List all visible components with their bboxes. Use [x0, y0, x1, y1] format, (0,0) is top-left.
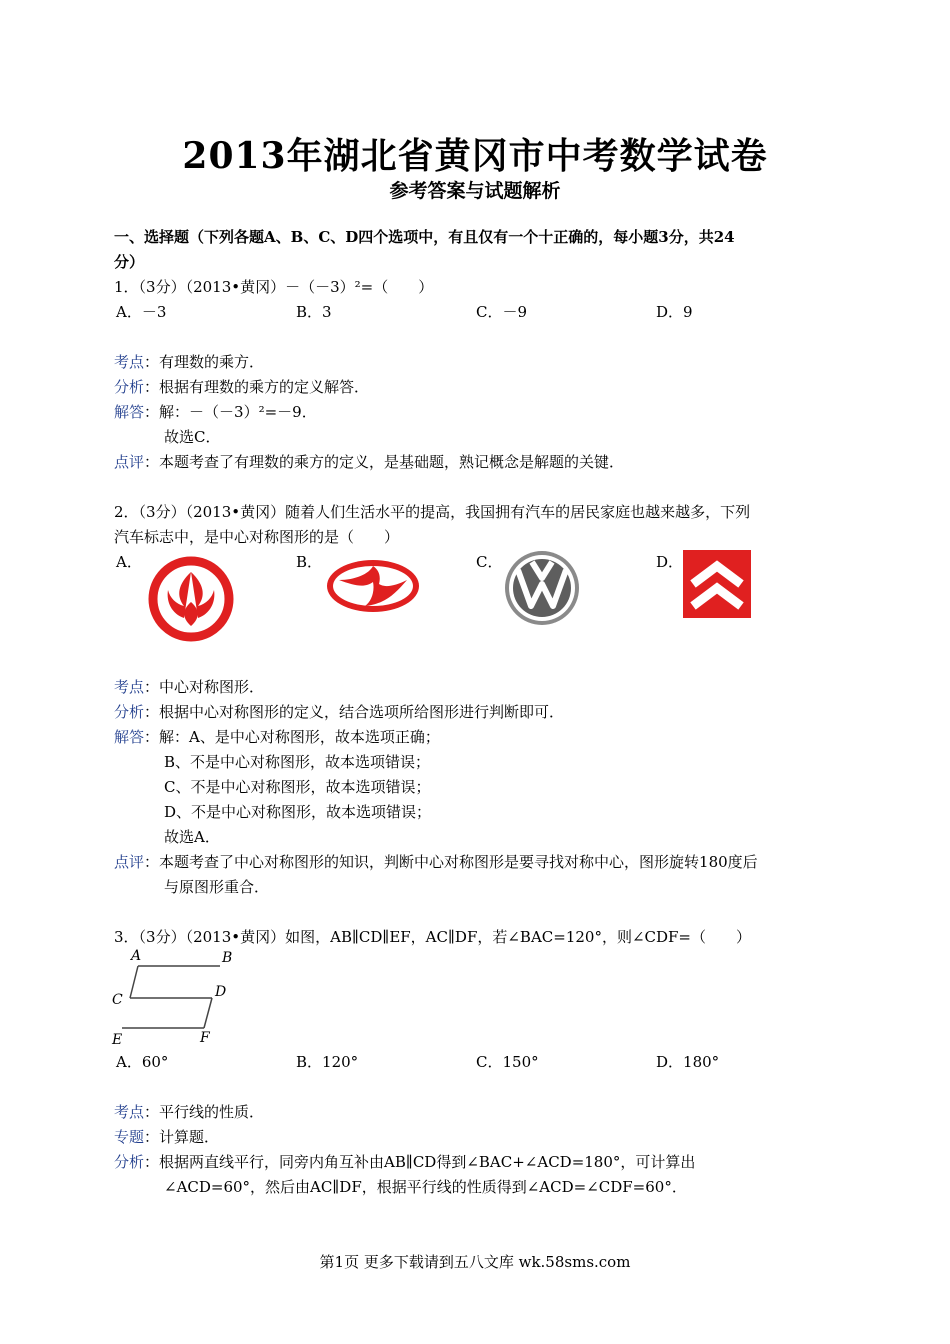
- q3-fenxi-text-1: 根据两直线平行，同旁内角互补由AB∥CD得到∠BAC+∠ACD=180°，可计算出: [159, 1153, 696, 1171]
- q1-option-d: D．9: [656, 303, 693, 321]
- q2-option-d: D．: [656, 553, 684, 571]
- dianping-label: 点评: [114, 453, 145, 471]
- q1-kaodian: 考点：有理数的乘方．: [114, 353, 265, 371]
- q2-fenxi: 分析：根据中心对称图形的定义，结合选项所给图形进行判断即可．: [114, 703, 565, 721]
- label-b: B: [222, 950, 233, 966]
- q2-dianping-text-2: 与原图形重合．: [164, 878, 270, 896]
- q3-fenxi-text-2: ∠ACD=60°，然后由AC∥DF，根据平行线的性质得到∠ACD=∠CDF=60°．: [164, 1178, 687, 1196]
- logo-b-image: [325, 558, 421, 614]
- q3-figure: [108, 946, 238, 1048]
- fenxi-label: 分析: [114, 703, 145, 721]
- q3-stem: 3．（3分）（2013•黄冈）如图，AB∥CD∥EF，AC∥DF，若∠BAC=120°，则∠CDF=（ ）: [114, 928, 752, 946]
- jieda-label: 解答: [114, 403, 145, 421]
- section-heading-line1: 一、选择题（下列各题A、B、C、D四个选项中，有且仅有一个十正确的，每小题3分，共24: [114, 228, 735, 246]
- q1-option-b: B．3: [296, 303, 332, 321]
- q2-jieda-text-3: C、不是中心对称图形，故本选项错误；: [164, 778, 431, 796]
- q3-kaodian-text: 平行线的性质．: [159, 1103, 265, 1121]
- q1-option-c: C．－9: [476, 303, 528, 321]
- section-heading-line2: 分）: [114, 253, 145, 271]
- logo-a-image: [146, 554, 236, 644]
- q2-stem-line2: 汽车标志中，是中心对称图形的是（ ）: [114, 528, 400, 546]
- label-c: C: [112, 992, 123, 1008]
- q3-option-d: D．180°: [656, 1053, 720, 1071]
- kaodian-label: 考点: [114, 1103, 145, 1121]
- q1-fenxi: 分析：根据有理数的乘方的定义解答．: [114, 378, 370, 396]
- q1-jieda-text-2: 故选C．: [164, 428, 221, 446]
- q1-option-a: A．－3: [116, 303, 167, 321]
- fenxi-label: 分析: [114, 1153, 145, 1171]
- logo-c-image: [504, 550, 580, 626]
- q3-zhuanti-text: 计算题．: [159, 1128, 220, 1146]
- q2-jieda-text-2: B、不是中心对称图形，故本选项错误；: [164, 753, 431, 771]
- page-footer: 第1页 更多下载请到五八文库 wk.58sms.com: [319, 1253, 631, 1271]
- q1-kaodian-text: 有理数的乘方．: [159, 353, 265, 371]
- segment-df: [204, 998, 212, 1028]
- q3-option-a: A．60°: [116, 1053, 169, 1071]
- q3-option-c: C．150°: [476, 1053, 539, 1071]
- q2-dianping-text-1: 本题考查了中心对称图形的知识，判断中心对称图形是要寻找对称中心，图形旋转180度后: [159, 853, 758, 871]
- jieda-label: 解答: [114, 728, 145, 746]
- dianping-label: 点评: [114, 853, 145, 871]
- q2-dianping: 点评：本题考查了中心对称图形的知识，判断中心对称图形是要寻找对称中心，图形旋转180度后: [114, 853, 758, 871]
- q2-jieda-text-5: 故选A．: [164, 828, 220, 846]
- segment-ac: [130, 966, 138, 998]
- label-f: F: [200, 1030, 210, 1046]
- q3-zhuanti: 专题：计算题．: [114, 1128, 220, 1146]
- kaodian-label: 考点: [114, 678, 145, 696]
- q3-fenxi: 分析：根据两直线平行，同旁内角互补由AB∥CD得到∠BAC+∠ACD=180°，可计算出: [114, 1153, 696, 1171]
- q2-jieda: 解答：解：A、是中心对称图形，故本选项正确；: [114, 728, 440, 746]
- kaodian-label: 考点: [114, 353, 145, 371]
- q2-kaodian: 考点：中心对称图形．: [114, 678, 265, 696]
- page-title: 2013年湖北省黄冈市中考数学试卷: [182, 135, 768, 177]
- q3-option-b: B．120°: [296, 1053, 359, 1071]
- q2-option-a: A．: [116, 553, 142, 571]
- q1-stem: 1．（3分）（2013•黄冈）－（－3）²=（ ）: [114, 278, 434, 296]
- q1-jieda-text-1: 解：－（－3）²=－9．: [159, 403, 317, 421]
- label-e: E: [112, 1032, 123, 1048]
- zhuanti-label: 专题: [114, 1128, 145, 1146]
- q3-kaodian: 考点：平行线的性质．: [114, 1103, 265, 1121]
- q1-dianping-text: 本题考查了有理数的乘方的定义，是基础题，熟记概念是解题的关键．: [159, 453, 625, 471]
- q2-kaodian-text: 中心对称图形．: [159, 678, 265, 696]
- q2-jieda-text-4: D、不是中心对称图形，故本选项错误；: [164, 803, 432, 821]
- q1-jieda: 解答：解：－（－3）²=－9．: [114, 403, 317, 421]
- logo-d-image: [683, 550, 751, 618]
- label-a: A: [131, 948, 142, 964]
- q2-option-b: B．: [296, 553, 323, 571]
- q1-fenxi-text: 根据有理数的乘方的定义解答．: [159, 378, 370, 396]
- fenxi-label: 分析: [114, 378, 145, 396]
- q2-stem-line1: 2．（3分）（2013•黄冈）随着人们生活水平的提高，我国拥有汽车的居民家庭也越来越多，下列: [114, 503, 751, 521]
- page-subtitle: 参考答案与试题解析: [389, 180, 561, 202]
- label-d: D: [215, 984, 227, 1000]
- q2-option-c: C．: [476, 553, 503, 571]
- q1-dianping: 点评：本题考查了有理数的乘方的定义，是基础题，熟记概念是解题的关键．: [114, 453, 625, 471]
- q2-fenxi-text: 根据中心对称图形的定义，结合选项所给图形进行判断即可．: [159, 703, 565, 721]
- q2-jieda-text-1: 解：A、是中心对称图形，故本选项正确；: [159, 728, 440, 746]
